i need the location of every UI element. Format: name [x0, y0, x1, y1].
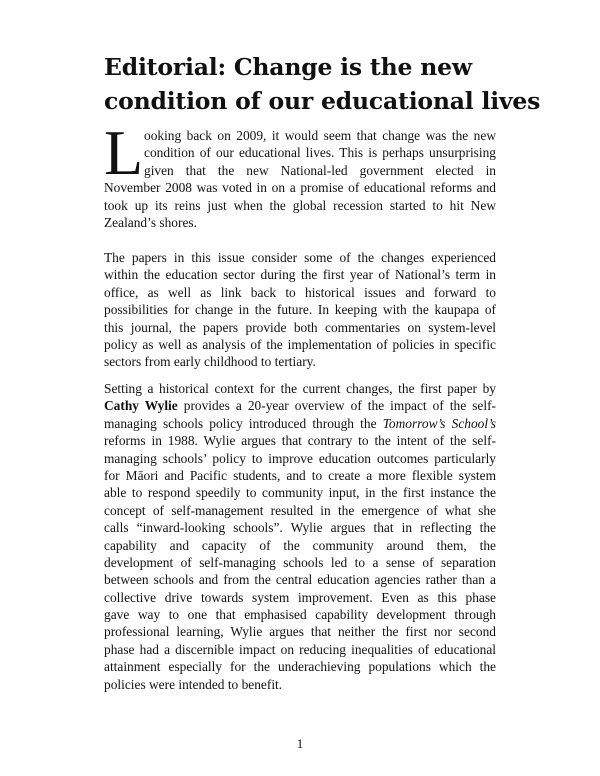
paragraph-2-line: this journal, the papers provide both commentaries on system-level [104, 319, 496, 335]
paragraph-3-line-3-text: managing schools policy introduced through the [104, 415, 383, 431]
author-name: Cathy Wylie [104, 398, 178, 414]
paragraph-3-line-2-text: provides a 20-year overview of the impact of the self- [177, 398, 497, 414]
paragraph-1-line: took up its reins just when the global recession started to hit New [104, 197, 496, 213]
paragraph-2-line: The papers in this issue consider some of the changes experienced [104, 250, 496, 265]
paragraph-3-line: collective drive towards system improvement. Even as this phase [104, 589, 496, 605]
paragraph-1-line: November 2008 was voted in on a promise of educational reforms and [104, 180, 496, 196]
paragraph-3-line: concept of self-management resulted in the emergence of what she [104, 502, 496, 518]
paragraph-3-line [104, 397, 496, 414]
paragraph-3-line [104, 415, 496, 432]
editorial-title [104, 50, 541, 118]
paragraph-3-line: phase had a discernible impact on reducing inequalities of educational [104, 641, 496, 657]
page-number: 1 [296, 736, 304, 751]
paragraph-3-line: reforms in 1988. Wylie argues that contrary to the intent of the self- [104, 433, 496, 449]
paragraph-1-line: Zealand’s shores. [104, 214, 197, 230]
paragraph-1-line: condition of our educational lives. This is perhaps unsurprising [144, 145, 496, 161]
paragraph-3-line: Setting a historical context for the current changes, the first paper by [104, 381, 496, 396]
paragraph-1-line: given that the new National-led government elected in [144, 162, 496, 178]
paragraph-2-line: office, as well as link back to historical issues and forward to [104, 284, 496, 300]
drop-cap-letter: L [104, 117, 144, 188]
reform-title: Tomorrow’s School’s [382, 415, 497, 431]
paragraph-3-line: professional learning, Wylie argues that neither the first nor second [104, 624, 496, 640]
paragraph-3-line: for Māori and Pacific students, and to create a more flexible system [104, 467, 496, 483]
paragraph-2-line: sectors from early childhood to tertiary. [104, 354, 316, 370]
paragraph-3-line: managing schools’ policy to improve education outcomes particularly [104, 450, 496, 466]
paragraph-2-line: within the education sector during the first year of National’s term in [104, 267, 496, 283]
title-line-2: condition of our educational lives [104, 87, 541, 115]
paragraph-1-line: ooking back on 2009, it would seem that change was the new [144, 128, 496, 143]
paragraph-2 [104, 249, 496, 371]
paragraph-3 [104, 380, 496, 693]
paragraph-2-line: possibilities for change in the future. In keeping with the kaupapa of [104, 302, 496, 318]
paragraph-3-line: able to respond speedily to community input, in the first instance the [104, 485, 496, 501]
paragraph-3-line: attainment especially for the underachieving populations which the [104, 659, 496, 675]
paragraph-1 [104, 127, 496, 231]
paragraph-3-line: development of self-managing schools led to a sense of separation [104, 554, 496, 570]
title-line-1: Editorial: Change is the new [104, 53, 472, 81]
paragraph-3-line: capability and capacity of the community around them, the [104, 537, 496, 553]
paragraph-3-line: gave way to one that emphasised capability development through [104, 607, 496, 623]
paragraph-2-line: policy as well as analysis of the implementation of policies in specific [104, 336, 496, 352]
paragraph-3-line: calls “inward-looking schools”. Wylie argues that in reflecting the [104, 520, 496, 536]
paragraph-3-line: policies were intended to benefit. [104, 676, 283, 692]
paragraph-3-line: between schools and from the central education agencies rather than a [104, 572, 496, 588]
